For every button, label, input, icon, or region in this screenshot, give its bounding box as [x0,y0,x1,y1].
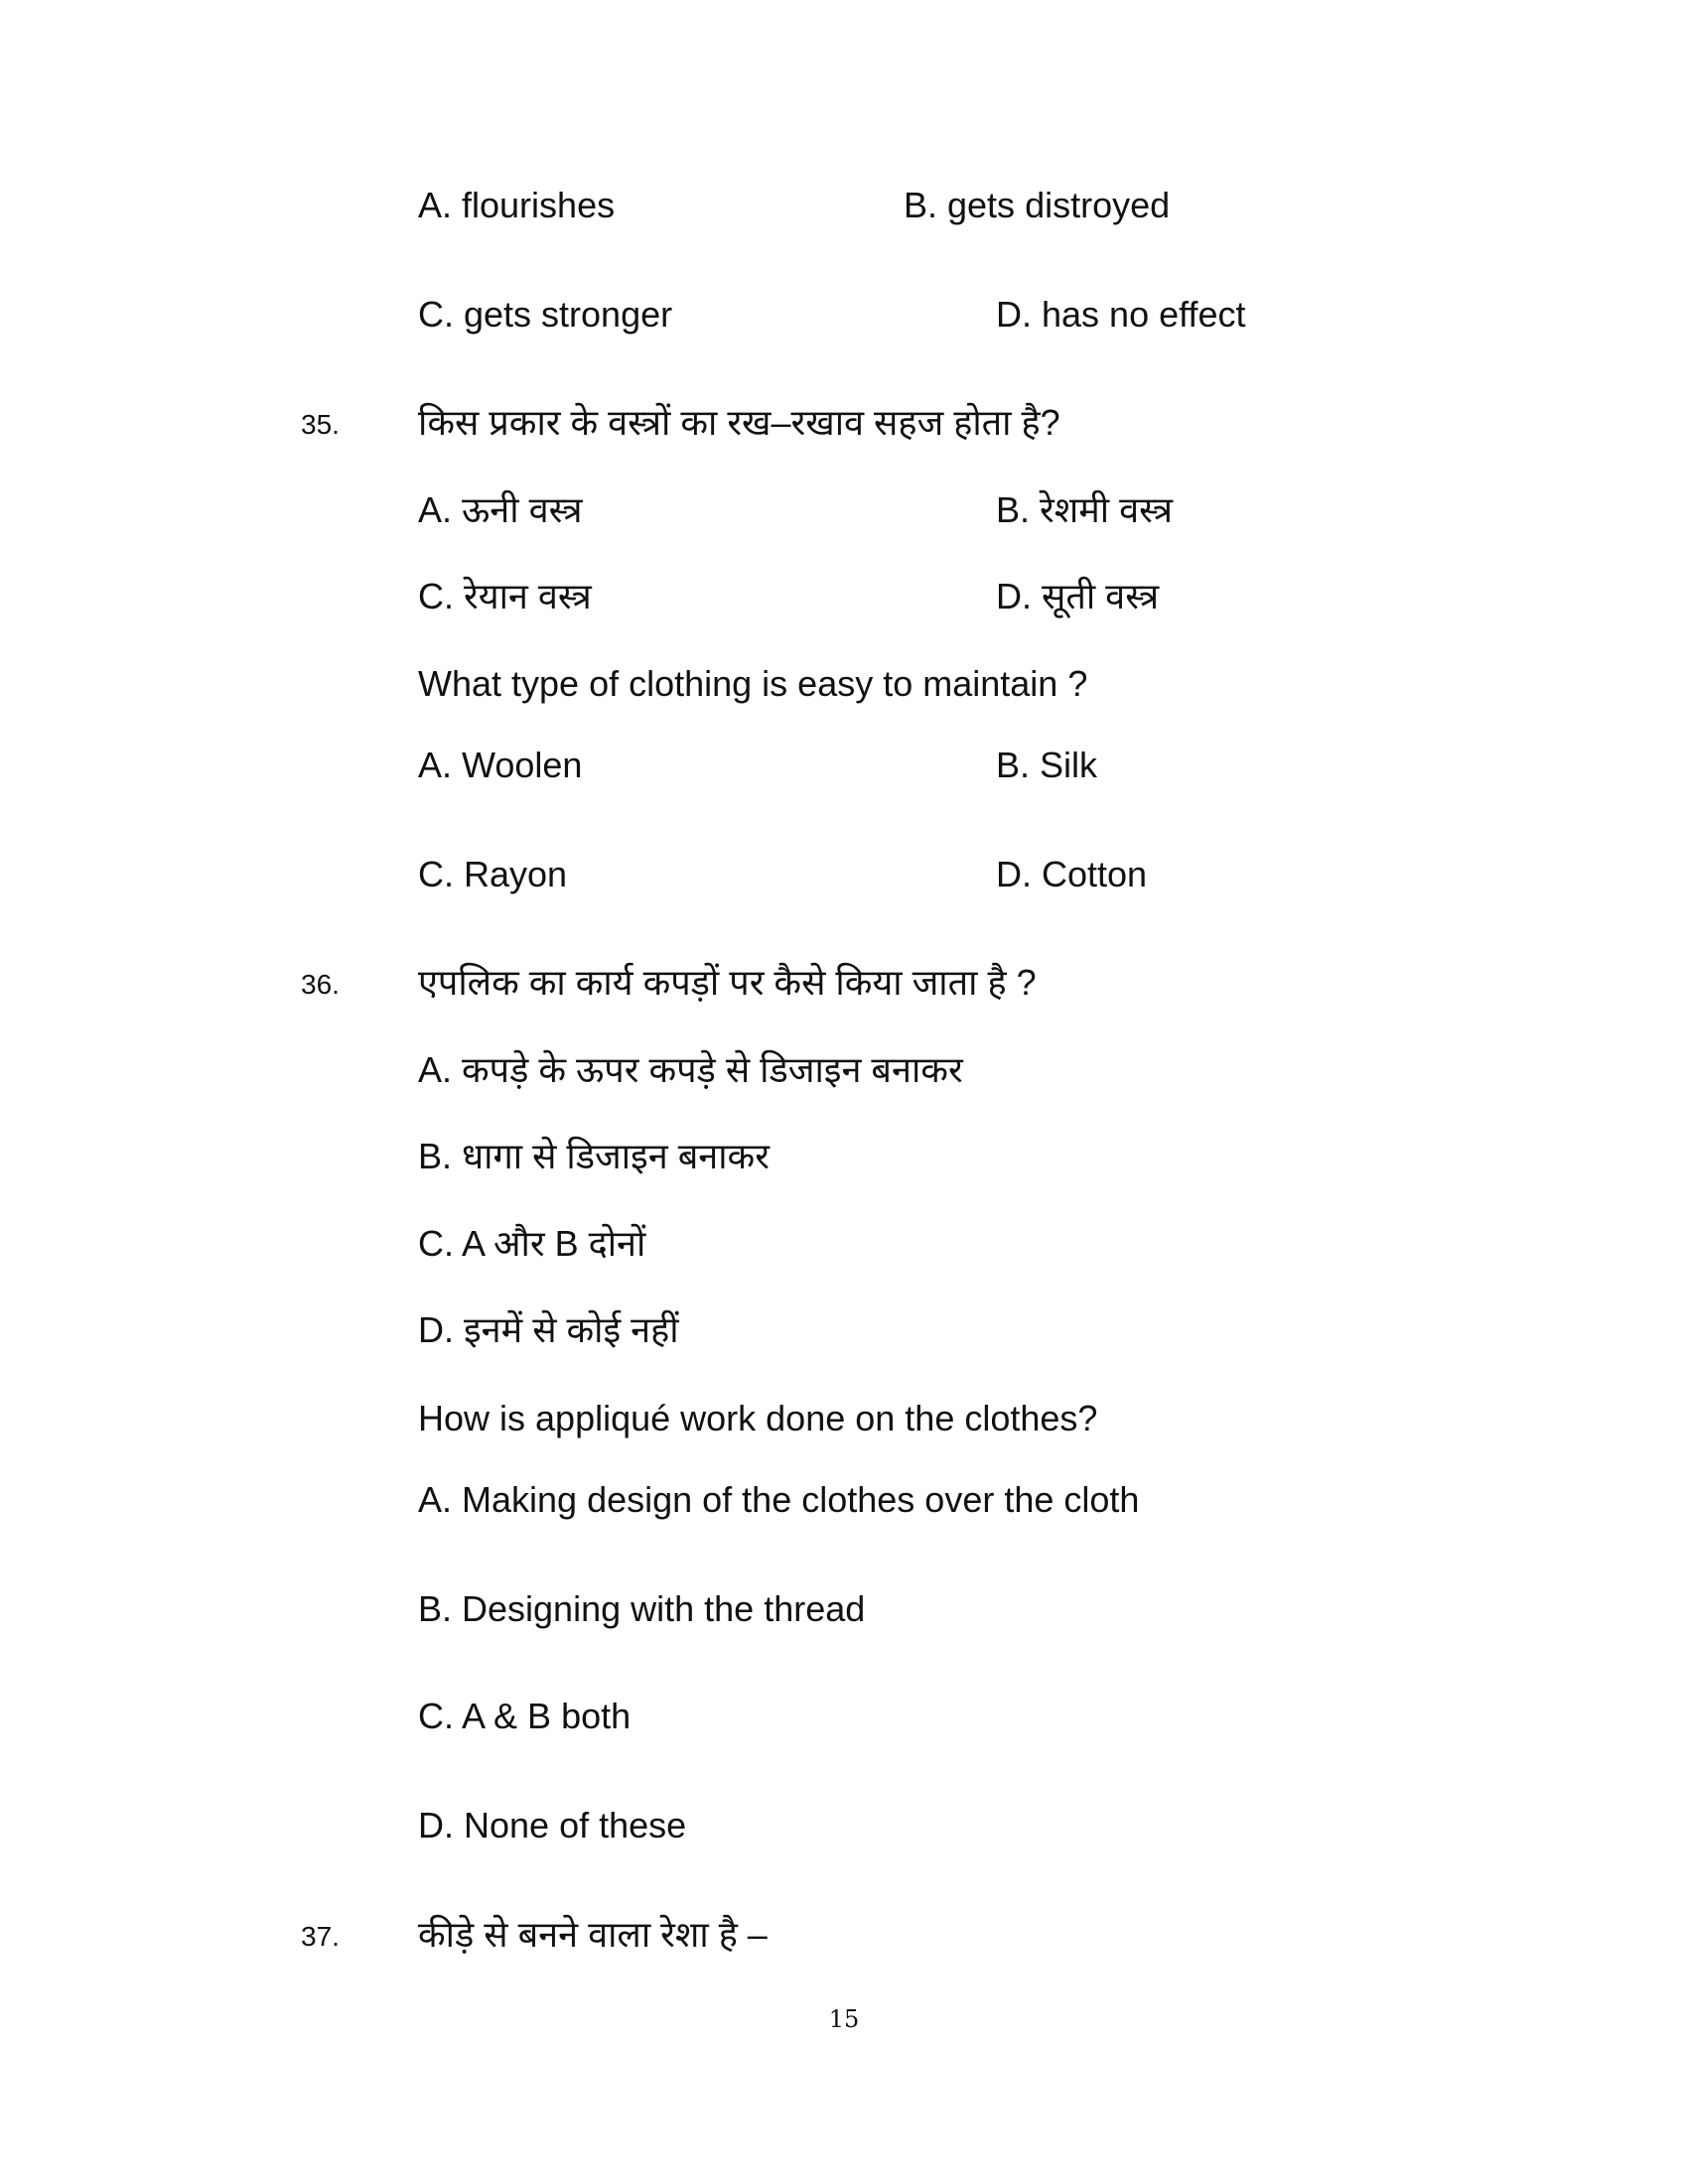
option-a: A. flourishes [418,185,616,225]
option-d: D. has no effect [996,294,1246,335]
english-option-d: D. None of these [418,1805,687,1845]
english-option-c: C. Rayon [418,854,568,894]
page-number: 15 [828,2005,860,2033]
english-option-a: A. Woolen [418,745,583,785]
english-option-a: A. Making design of the clothes over the cloth [418,1479,1140,1520]
hindi-question: किस प्रकार के वस्त्रों का रख–रखाव सहज होता है? [418,402,1060,443]
hindi-option-b: B. धागा से डिजाइन बनाकर [418,1136,770,1176]
hindi-option-a: A. ऊनी वस्त्र [418,489,583,530]
english-option-b: B. Silk [996,745,1098,785]
option-c: C. gets stronger [418,294,673,335]
hindi-option-a: A. कपड़े के ऊपर कपड़े से डिजाइन बनाकर [418,1049,963,1090]
english-question: What type of clothing is easy to maintain ? [418,663,1088,704]
hindi-option-d: D. इनमें से कोई नहीं [418,1309,679,1350]
english-option-c: C. A & B both [418,1696,632,1736]
hindi-question: एपलिक का कार्य कपड़ों पर कैसे किया जाता है ? [418,962,1037,1003]
english-option-b: B. Designing with the thread [418,1588,866,1629]
hindi-question: कीड़े से बनने वाला रेशा है – [418,1914,768,1955]
question-number: 35. [301,409,340,440]
hindi-option-c: C. A और B दोनों [418,1223,646,1264]
hindi-option-b: B. रेशमी वस्त्र [996,489,1173,530]
question-number: 36. [301,969,340,1000]
hindi-option-d: D. सूती वस्त्र [996,576,1160,616]
question-number: 37. [301,1921,340,1952]
english-option-d: D. Cotton [996,854,1148,894]
option-b: B. gets distroyed [904,185,1171,225]
english-question: How is appliqué work done on the clothes? [418,1398,1098,1438]
hindi-option-c: C. रेयान वस्त्र [418,576,592,616]
